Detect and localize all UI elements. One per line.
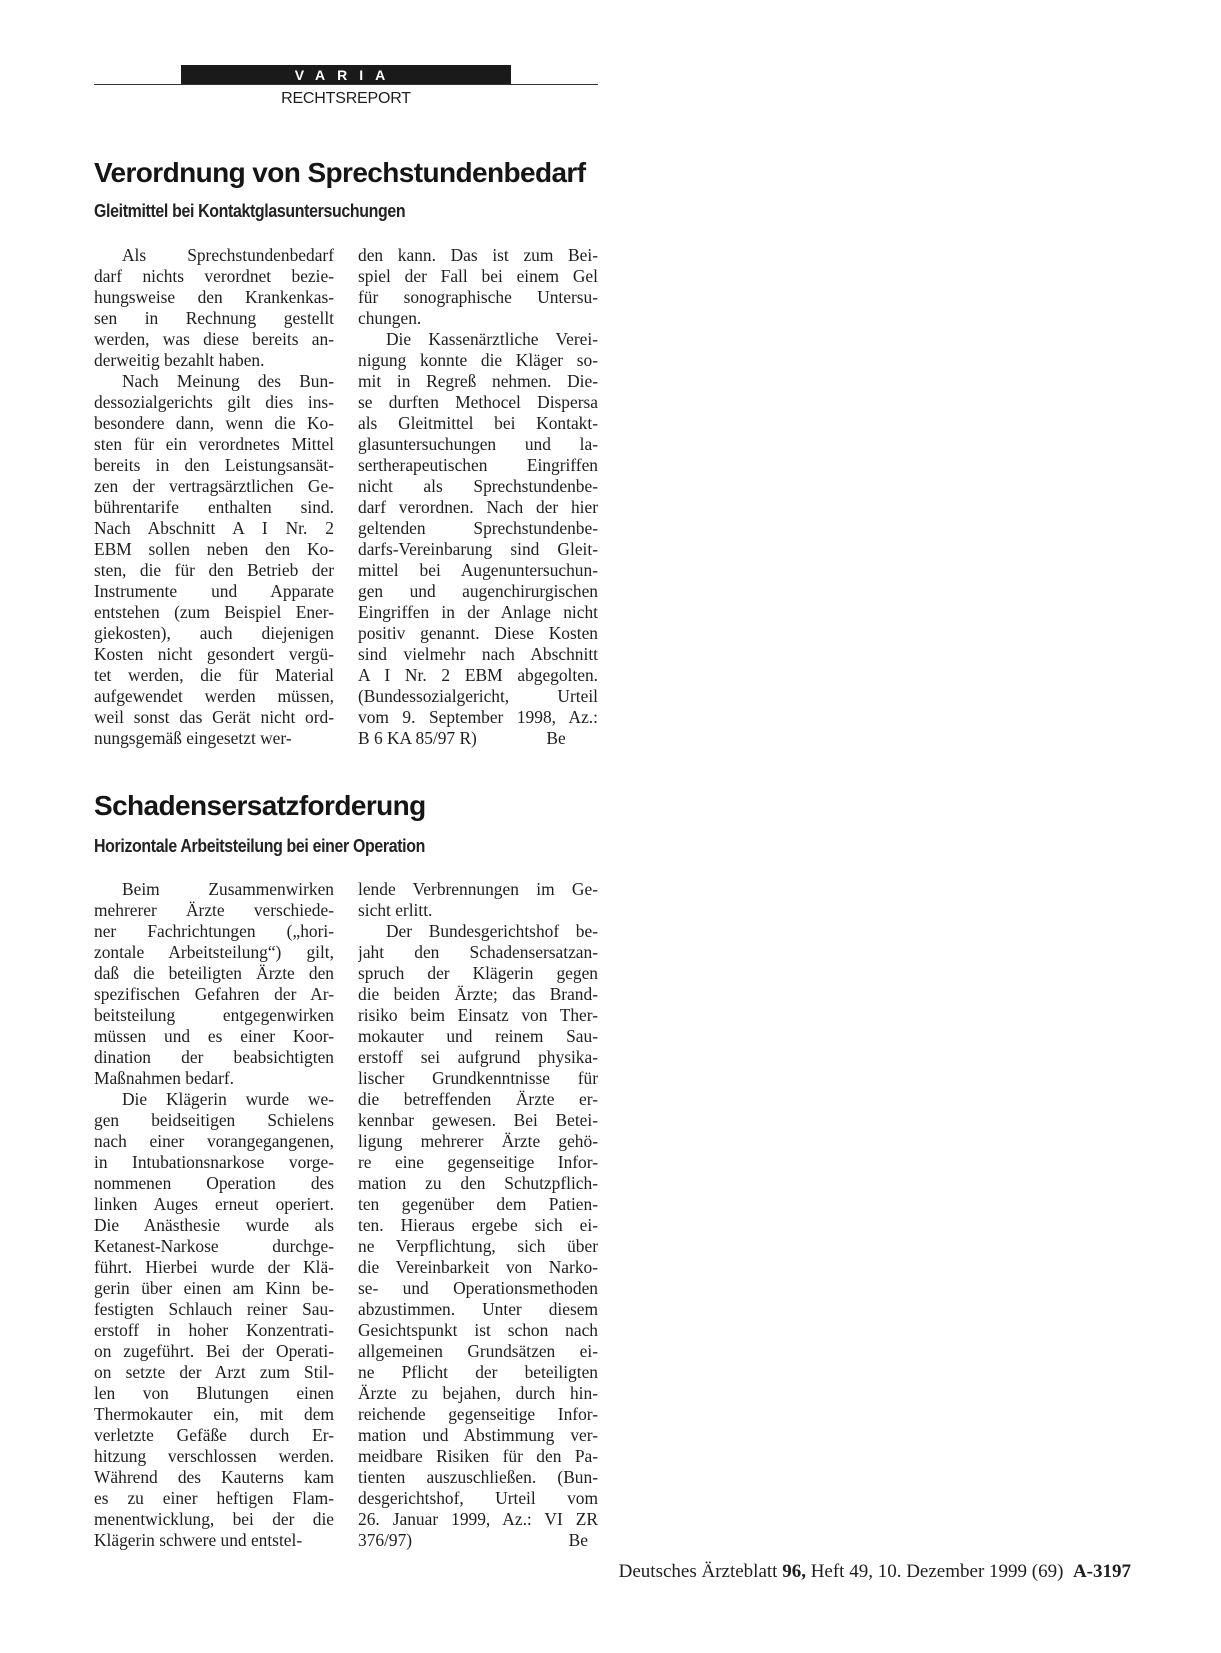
text-line: Gesichtspunkt ist schon nach — [358, 1320, 598, 1340]
text-line: Die Klägerin wurde we- — [122, 1089, 334, 1109]
text-line: se- und Operationsmethoden — [358, 1278, 598, 1298]
article-1-column-1 — [94, 245, 334, 749]
text-line: sten, die für den Betrieb der — [94, 560, 334, 580]
text-line: giekosten), auch diejenigen — [94, 623, 334, 643]
text-line: menentwicklung, bei der die — [94, 1509, 334, 1529]
text-line: bührentarife enthalten sind. — [94, 497, 334, 517]
footer-issue-date: Heft 49, 10. Dezember 1999 (69) — [810, 1561, 1064, 1582]
article-1-column-2 — [358, 245, 598, 749]
text-line: Nach Abschnitt A I Nr. 2 — [94, 518, 334, 538]
text-line: 376/97) Be — [358, 1530, 588, 1550]
text-line: reichende gegenseitige Infor- — [358, 1404, 598, 1424]
text-line: hungsweise den Krankenkas- — [94, 287, 334, 307]
text-line: bereits in den Leistungsansät- — [94, 455, 334, 475]
text-line: beitsteilung entgegenwirken — [94, 1005, 334, 1025]
text-line: abzustimmen. Unter diesem — [358, 1299, 598, 1319]
text-line: zen der vertragsärztlichen Ge- — [94, 476, 334, 496]
article-2-subtitle: Horizontale Arbeitsteilung bei einer Operation — [94, 835, 426, 856]
text-line: ner Fachrichtungen („hori- — [94, 921, 334, 941]
text-line: müssen und es einer Koor- — [94, 1026, 334, 1046]
text-line: dessozialgerichts gilt dies ins- — [94, 392, 334, 412]
text-line: sten für ein verordnetes Mittel — [94, 434, 334, 454]
text-line: ligung mehrerer Ärzte gehö- — [358, 1131, 598, 1151]
text-line: Maßnahmen bedarf. — [94, 1068, 235, 1088]
text-line: len von Blutungen einen — [94, 1383, 334, 1403]
text-line: mation zu den Schutzpflich- — [358, 1173, 598, 1193]
text-line: Thermokauter ein, mit dem — [94, 1404, 334, 1424]
text-line: on setzte der Arzt zum Stil- — [94, 1362, 334, 1382]
article-1-title: Verordnung von Sprechstundenbedarf — [94, 157, 586, 188]
text-line: es zu einer heftigen Flam- — [94, 1488, 334, 1508]
text-line: nicht als Sprechstundenbe- — [358, 476, 598, 496]
text-line: sen in Rechnung gestellt — [94, 308, 334, 328]
text-line: den kann. Das ist zum Bei- — [358, 245, 598, 265]
text-line: Der Bundesgerichtshof be- — [386, 921, 598, 941]
text-line: Klägerin schwere und entstel- — [94, 1530, 303, 1550]
text-line: Die Kassenärztliche Verei- — [386, 329, 598, 349]
text-line: werden, was diese bereits an- — [94, 329, 334, 349]
footer-volume: 96, — [782, 1561, 806, 1582]
text-line: darfs-Vereinbarung sind Gleit- — [358, 539, 598, 559]
section-subtitle: RECHTSREPORT — [281, 90, 411, 107]
text-line: positiv genannt. Diese Kosten — [358, 623, 598, 643]
footer-page-number: A-3197 — [1072, 1561, 1131, 1582]
page-footer — [619, 1561, 1131, 1583]
text-line: Ärzte zu bejahen, durch hin- — [358, 1383, 598, 1403]
text-line: risiko beim Einsatz von Ther- — [358, 1005, 598, 1025]
text-line: mation und Abstimmung ver- — [358, 1425, 598, 1445]
text-line: entstehen (zum Beispiel Ener- — [94, 602, 334, 622]
text-line: besondere dann, wenn die Ko- — [94, 413, 334, 433]
text-line: spruch der Klägerin gegen — [358, 963, 598, 983]
text-line: spezifischen Gefahren der Ar- — [94, 984, 334, 1004]
text-line: tet werden, die für Material — [94, 665, 334, 685]
text-line: aufgewendet werden müssen, — [94, 686, 334, 706]
text-line: Während des Kauterns kam — [94, 1467, 334, 1487]
text-line: desgerichtshof, Urteil vom — [358, 1488, 598, 1508]
text-line: ten gegenüber dem Patien- — [358, 1194, 598, 1214]
text-line: vom 9. September 1998, Az.: — [358, 707, 598, 727]
article-2-column-2 — [358, 879, 598, 1551]
text-line: lischer Grundkenntnisse für — [358, 1068, 598, 1088]
text-line: chungen. — [358, 308, 422, 328]
text-line: für sonographische Untersu- — [358, 287, 598, 307]
text-line: daß die beteiligten Ärzte den — [94, 963, 334, 983]
text-line: gen beidseitigen Schielens — [94, 1110, 334, 1130]
text-line: nungsgemäß eingesetzt wer- — [94, 728, 292, 748]
text-line: re eine gegenseitige Infor- — [358, 1152, 598, 1172]
text-line: mittel bei Augenuntersuchun- — [358, 560, 598, 580]
text-line: Instrumente und Apparate — [94, 581, 334, 601]
text-line: meidbare Risiken für den Pa- — [358, 1446, 598, 1466]
text-line: Die Anästhesie wurde als — [94, 1215, 334, 1235]
text-line: führt. Hierbei wurde der Klä- — [94, 1257, 334, 1277]
text-line: A I Nr. 2 EBM abgegolten. — [358, 665, 598, 685]
text-line: gen und augenchirurgischen — [358, 581, 598, 601]
text-line: derweitig bezahlt haben. — [94, 350, 265, 370]
text-line: sertherapeutischen Eingriffen — [358, 455, 598, 475]
text-line: darf verordnen. Nach der hier — [358, 497, 598, 517]
text-line: glasuntersuchungen und la- — [358, 434, 598, 454]
article-1-subtitle: Gleitmittel bei Kontaktglasuntersuchungen — [94, 200, 406, 221]
text-line: allgemeinen Grundsätzen ei- — [358, 1341, 598, 1361]
text-line: erstoff in hoher Konzentrati- — [94, 1320, 334, 1340]
text-line: se durften Methocel Dispersa — [358, 392, 598, 412]
text-line: kennbar gewesen. Bei Betei- — [358, 1110, 598, 1130]
article-2-column-1 — [94, 879, 334, 1551]
footer-journal: Deutsches Ärzteblatt — [618, 1561, 778, 1582]
text-line: linken Auges erneut operiert. — [94, 1194, 334, 1214]
text-line: die betreffenden Ärzte er- — [358, 1089, 598, 1109]
text-line: erstoff sei aufgrund physika- — [358, 1047, 598, 1067]
text-line: ne Pflicht der beteiligten — [358, 1362, 598, 1382]
text-line: Ketanest-Narkose durchge- — [94, 1236, 334, 1256]
text-line: die Vereinbarkeit von Narko- — [358, 1257, 598, 1277]
text-line: spiel der Fall bei einem Gel — [358, 266, 598, 286]
text-line: die beiden Ärzte; das Brand- — [358, 984, 598, 1004]
text-line: nach einer vorangegangenen, — [94, 1131, 334, 1151]
text-line: geltenden Sprechstundenbe- — [358, 518, 598, 538]
text-line: weil sonst das Gerät nicht ord- — [94, 707, 334, 727]
text-line: B 6 KA 85/97 R) Be — [358, 728, 566, 748]
text-line: ne Verpflichtung, sich über — [358, 1236, 598, 1256]
text-line: hitzung verschlossen werden. — [94, 1446, 334, 1466]
text-line: in Intubationsnarkose vorge- — [94, 1152, 334, 1172]
header-rule — [94, 84, 598, 85]
text-line: darf nichts verordnet bezie- — [94, 266, 334, 286]
text-line: tienten auszuschließen. (Bun- — [358, 1467, 598, 1487]
text-line: verletzte Gefäße durch Er- — [94, 1425, 334, 1445]
text-line: festigten Schlauch reiner Sau- — [94, 1299, 334, 1319]
text-line: on zugeführt. Bei der Operati- — [94, 1341, 334, 1361]
text-line: nommenen Operation des — [94, 1173, 334, 1193]
text-line: Eingriffen in der Anlage nicht — [358, 602, 598, 622]
text-line: ten. Hieraus ergebe sich ei- — [358, 1215, 598, 1235]
text-line: sind vielmehr nach Abschnitt — [358, 644, 598, 664]
text-line: jaht den Schadensersatzan- — [358, 942, 598, 962]
text-line: dination der beabsichtigten — [94, 1047, 334, 1067]
text-line: sicht erlitt. — [358, 900, 433, 920]
text-line: lende Verbrennungen im Ge- — [358, 879, 598, 899]
text-line: Als Sprechstundenbedarf — [122, 245, 334, 265]
text-line: als Gleitmittel bei Kontakt- — [358, 413, 598, 433]
text-line: Nach Meinung des Bun- — [122, 371, 334, 391]
text-line: EBM sollen neben den Ko- — [94, 539, 334, 559]
text-line: mit in Regreß nehmen. Die- — [358, 371, 598, 391]
section-banner: VARIA — [181, 65, 511, 85]
article-2-title: Schadensersatzforderung — [94, 790, 426, 821]
text-line: mehrerer Ärzte verschiede- — [94, 900, 334, 920]
text-line: zontale Arbeitsteilung“) gilt, — [94, 942, 334, 962]
text-line: (Bundessozialgericht, Urteil — [358, 686, 598, 706]
text-line: gerin über einen am Kinn be- — [94, 1278, 334, 1298]
text-line: Beim Zusammenwirken — [122, 879, 334, 899]
text-line: Kosten nicht gesondert vergü- — [94, 644, 334, 664]
text-line: 26. Januar 1999, Az.: VI ZR — [358, 1509, 598, 1529]
text-line: nigung konnte die Kläger so- — [358, 350, 598, 370]
text-line: mokauter und reinem Sau- — [358, 1026, 598, 1046]
